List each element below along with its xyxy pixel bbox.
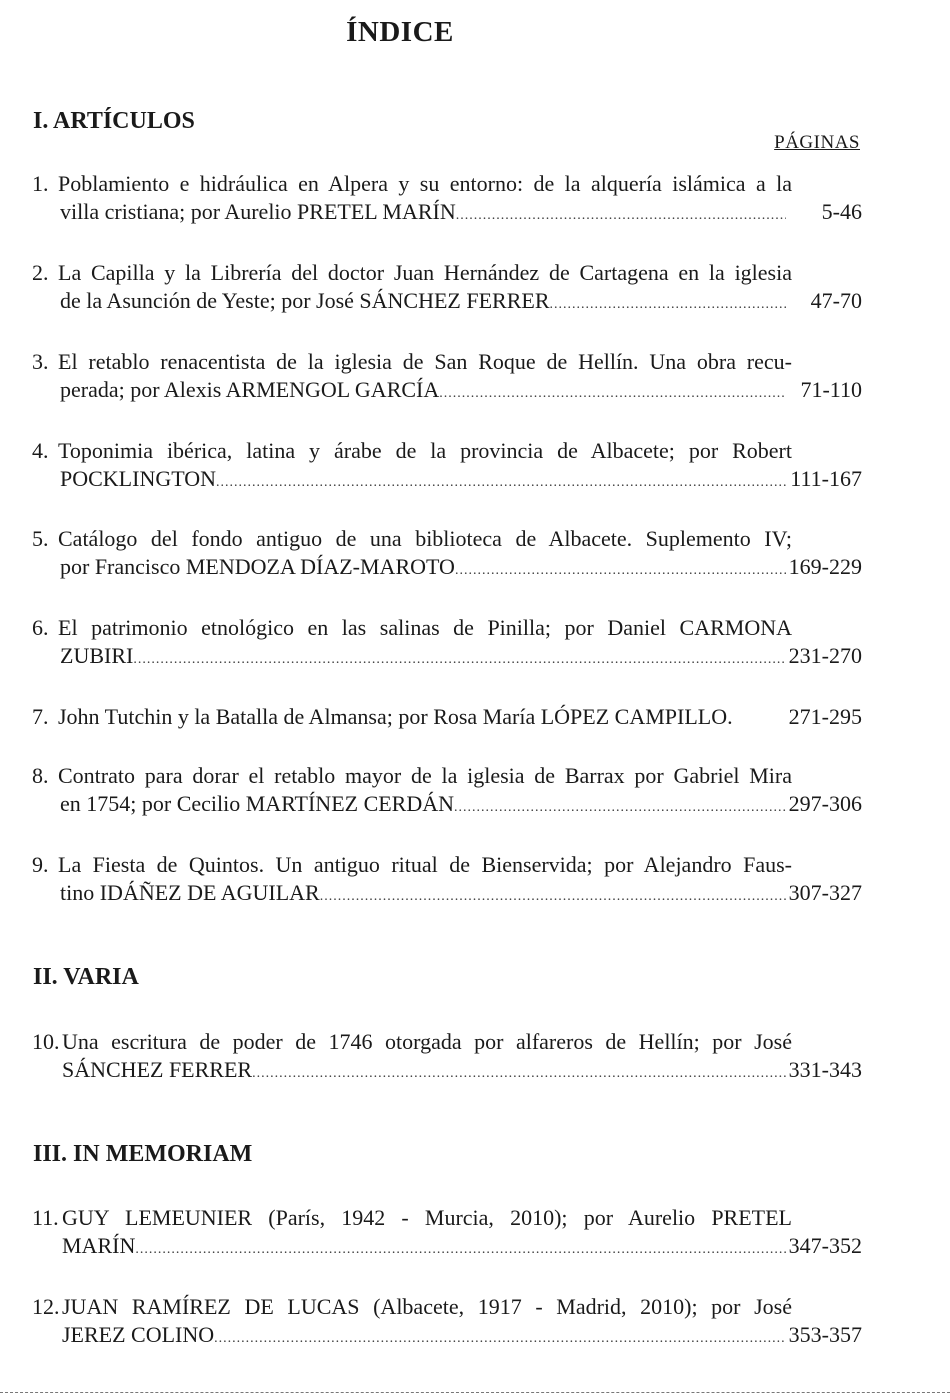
section-heading-varia: II. VARIA — [33, 964, 139, 990]
leader-dots — [320, 879, 786, 911]
entry-title-line2 — [60, 553, 786, 585]
entry-title-line1: Contrato para dorar el retablo mayor de la iglesia de Barrax por Gabriel Mira — [58, 763, 792, 788]
entry-title-line2-text: JEREZ COLINO — [62, 1322, 215, 1347]
entry-number: 3. — [32, 349, 49, 374]
entry-title-line2-text: por Francisco MENDOZA DÍAZ-MAROTO — [60, 554, 455, 579]
leader-dots — [135, 1232, 786, 1264]
entry-title-line1: El patrimonio etnológico en las salinas de Pinilla; por Daniel CARMONA — [58, 615, 792, 640]
entry-title-line2-text: SÁNCHEZ FERRER — [62, 1057, 253, 1082]
entry-title-line2-text: ZUBIRI — [60, 643, 134, 668]
entry-title-line2-text: de la Asunción de Yeste; por José SÁNCHEZ FERRER — [60, 288, 550, 313]
entry-pages: 331-343 — [788, 1057, 862, 1082]
entry-title-line1: La Fiesta de Quintos. Un antiguo ritual de Bienservida; por Alejandro Faus- — [58, 852, 792, 877]
entry-title-line2 — [60, 198, 786, 230]
entry-title-line1: Una escritura de poder de 1746 otorgada por alfareros de Hellín; por José — [62, 1029, 792, 1054]
entry-number: 6. — [32, 615, 49, 640]
bottom-dashed-rule — [0, 1392, 950, 1393]
entry-title-line2 — [60, 642, 786, 674]
pages-column-heading: PÁGINAS — [774, 132, 860, 153]
leader-dots — [550, 287, 787, 319]
entry-title-line2 — [60, 879, 786, 911]
entry-number: 4. — [32, 438, 49, 463]
entry-title-line2-text: villa cristiana; por Aurelio PRETEL MARÍN — [60, 199, 456, 224]
entry-title-line2 — [60, 287, 786, 319]
entry-title-line1: Poblamiento e hidráulica en Alpera y su entorno: de la alquería islámica a la — [58, 171, 792, 196]
entry-pages: 111-167 — [790, 466, 862, 491]
entry-title-line1: GUY LEMEUNIER (París, 1942 - Murcia, 2010); por Aurelio PRETEL — [62, 1205, 792, 1230]
leader-dots — [133, 642, 786, 674]
entry-title-line1: John Tutchin y la Batalla de Almansa; por Rosa María LÓPEZ CAMPILLO. — [58, 704, 733, 729]
leader-dots — [216, 465, 786, 497]
entry-number: 8. — [32, 763, 49, 788]
entry-pages: 347-352 — [788, 1233, 862, 1258]
entry-title-line2 — [62, 1056, 786, 1088]
section-heading-in-memoriam: III. IN MEMORIAM — [33, 1141, 253, 1167]
entry-number: 5. — [32, 526, 49, 551]
entry-title-line1: El retablo renacentista de la iglesia de San Roque de Hellín. Una obra recu- — [58, 349, 792, 374]
entry-pages: 353-357 — [788, 1322, 862, 1347]
entry-number: 2. — [32, 260, 49, 285]
entry-number: 10. — [32, 1029, 60, 1054]
entry-title-line2 — [60, 465, 786, 497]
entry-title-line1: La Capilla y la Librería del doctor Juan Hernández de Cartagena en la iglesia — [58, 260, 792, 285]
page-title: ÍNDICE — [346, 16, 454, 48]
leader-dots — [456, 198, 786, 230]
entry-number: 12. — [32, 1294, 60, 1319]
entry-number: 1. — [32, 171, 49, 196]
entry-pages: 271-295 — [788, 704, 862, 729]
entry-number: 9. — [32, 852, 49, 877]
entry-title-line2 — [62, 1232, 786, 1264]
leader-dots — [455, 553, 786, 585]
leader-dots — [252, 1056, 786, 1088]
entry-title-line2-text: MARÍN — [62, 1233, 136, 1258]
entry-pages: 231-270 — [788, 643, 862, 668]
entry-title-line1: Catálogo del fondo antiguo de una biblioteca de Albacete. Suplemento IV; — [58, 526, 792, 551]
entry-pages: 71-110 — [800, 377, 862, 402]
entry-pages: 5-46 — [821, 199, 862, 224]
leader-dots — [454, 790, 786, 822]
entry-title-line2-text: POCKLINGTON — [60, 466, 217, 491]
entry-pages: 169-229 — [788, 554, 862, 579]
entry-pages: 307-327 — [788, 880, 862, 905]
entry-title-line2 — [60, 376, 786, 408]
leader-dots — [214, 1321, 786, 1353]
leader-dots — [439, 376, 786, 408]
entry-title-line1: Toponimia ibérica, latina y árabe de la provincia de Albacete; por Robert — [58, 438, 792, 463]
entry-title-line2-text: perada; por Alexis ARMENGOL GARCÍA — [60, 377, 440, 402]
entry-title-line2-text: en 1754; por Cecilio MARTÍNEZ CERDÁN — [60, 791, 455, 816]
entry-pages: 297-306 — [788, 791, 862, 816]
entry-number: 11. — [32, 1205, 59, 1230]
section-heading-articulos: I. ARTÍCULOS — [33, 108, 195, 134]
entry-pages: 47-70 — [810, 288, 862, 313]
entry-number: 7. — [32, 704, 49, 729]
entry-title-line2 — [62, 1321, 786, 1353]
entry-title-line2-text: tino IDÁÑEZ DE AGUILAR — [60, 880, 320, 905]
entry-title-line2 — [60, 790, 786, 822]
entry-title-line1: JUAN RAMÍREZ DE LUCAS (Albacete, 1917 - Madrid, 2010); por José — [62, 1294, 792, 1319]
